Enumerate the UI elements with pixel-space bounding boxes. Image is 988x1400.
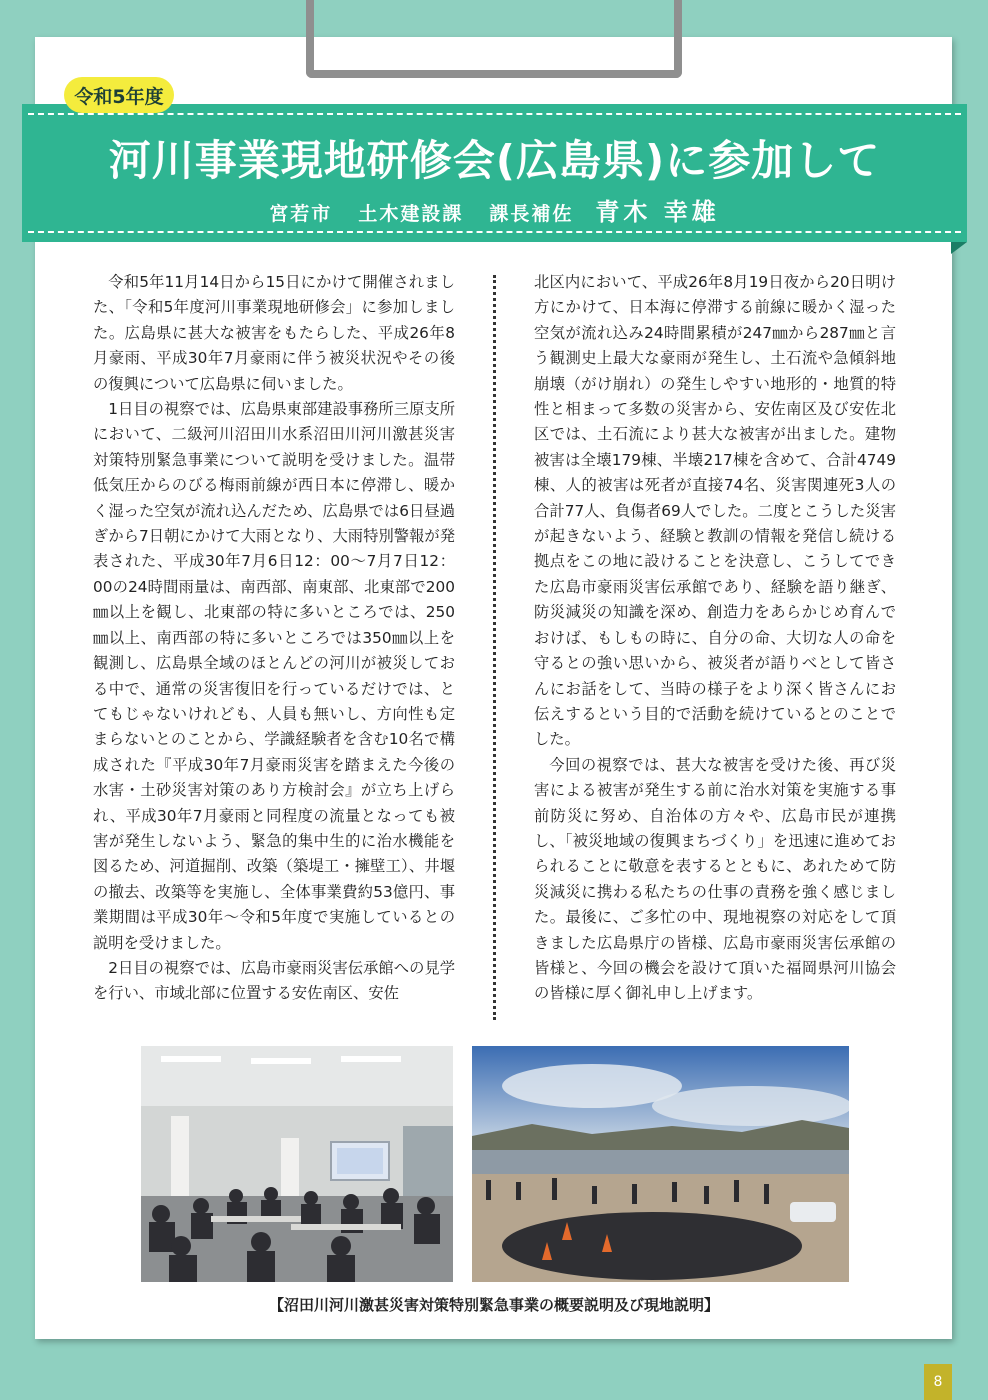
banner-dash-bottom xyxy=(28,231,961,233)
paragraph: 今回の視察では、甚大な被害を受けた後、再び災害による被害が発生する前に治水対策を実施する事前防災に努め、自治体の方々や、広島市民が連携し、「被災地域の復興まちづくり」を迅速に進めておられることに敬意を表するとともに、あれためて防災減災に携わる私たちの仕事の責務を強く感じました。最後に、ご多忙の中、現地視察の対応をして頂きました広島県庁の皆様、広島市豪雨災害伝承館の皆様と、今回の機会を設けて頂いた福岡県河川協会の皆様に厚く御礼申し上げます。 xyxy=(534,755,896,1003)
article-title: 河川事業現地研修会(広島県)に参加して xyxy=(108,136,881,185)
author-city: 宮若市 xyxy=(269,203,333,225)
binder-clip xyxy=(306,0,682,78)
column-divider xyxy=(493,275,496,1020)
photo-briefing-room xyxy=(141,1046,453,1282)
photo-site-inspection xyxy=(472,1046,849,1282)
body-column-left xyxy=(93,270,455,1007)
banner-dash-top xyxy=(28,113,961,115)
title-banner xyxy=(22,104,967,242)
author-line xyxy=(22,192,967,227)
paragraph: 令和5年11月14日から15日にかけて開催されました、「令和5年度河川事業現地研修会」に参加しました。広島県に甚大な被害をもたらした、平成26年8月豪雨、平成30年7月豪雨に伴う被災状況やその後の復興について広島県に伺いました。 xyxy=(93,273,455,393)
author-name: 青木 幸雄 xyxy=(595,198,720,226)
body-column-right xyxy=(534,270,896,1007)
photo-caption: 【沼田川河川激甚災害対策特別緊急事業の概要説明及び現地説明】 xyxy=(268,1296,719,1314)
paragraph: 2日目の視察では、広島市豪雨災害伝承館への見学を行い、市域北部に位置する安佐南区、安佐 xyxy=(93,958,455,1003)
paragraph: 1日目の視察では、広島県東部建設事務所三原支所において、二級河川沼田川水系沼田川河川激甚災害対策特別緊急事業について説明を受けました。温帯低気圧からのびる梅雨前線が西日本に停滞し、暖かく湿った空気が流れ込んだため、広島県では6日昼過ぎから7日朝にかけて大雨となり、大雨特別警報が発表された、平成30年7月6日12：00～7月7日12：00の24時間雨量は、南西部、南東部、北東部で200㎜以上を観し、北東部の特に多いところでは、250㎜以上、南西部の特に多いところでは350㎜以上を観測し、広島県全域のほとんどの河川が被災しておる中で、通常の災害復旧を行っているだけでは、とてもじゃないけれども、人員も無いし、方向性も定まらないとのことから、学識経験者を含む10名で構成された『平成30年7月豪雨災害を踏まえた今後の水害・土砂災害対策のあり方検討会』が立ち上げられ、平成30年7月豪雨と同程度の流量となっても被害が発生しないよう、緊急的集中生的に治水機能を図るため、河道掘削、改築（築堤工・擁壁工）、井堰の撤去、改築等を実施し、全体事業費約53億円、事業期間は平成30年～令和5年度で実施しているとの説明を受けました。 xyxy=(93,400,455,952)
paragraph: 北区内において、平成26年8月19日夜から20日明け方にかけて、日本海に停滞する前線に暖かく湿った空気が流れ込み24時間累積が247㎜から287㎜と言う観測史上最大な豪雨が発生し、土石流や急傾斜地崩壊（がけ崩れ）の発生しやすい地形的・地質的特性と相まって多数の災害から、安佐南区及び安佐北区では、土石流により甚大な被害が出ました。建物被害は全壊179棟、半壊217棟を含めて、合計4749棟、人的被害は死者が直接74名、災害関連死3人の合計77人、負傷者69人でした。二度とこうした災害が起きないよう、経験と教訓の情報を発信し続ける拠点をこの地に設けることを決意し、こうしてできた広島市豪雨災害伝承館であり、経験を語り継ぎ、防災減災の知識を深め、創造力をあらかじめ育んでおけば、もしもの時に、自分の命、大切な人の命を守るとの強い思いから、被災者が語りべとして皆さんにお話をして、当時の様子をより深く皆さんにお伝えするという目的で活動を続けているとのことでした。 xyxy=(534,273,896,749)
author-department: 土木建設課 xyxy=(358,203,464,225)
page-number: 8 xyxy=(924,1364,952,1400)
year-badge: 令和5年度 xyxy=(64,77,174,113)
author-position: 課長補佐 xyxy=(489,203,574,225)
banner-fold xyxy=(951,242,967,254)
